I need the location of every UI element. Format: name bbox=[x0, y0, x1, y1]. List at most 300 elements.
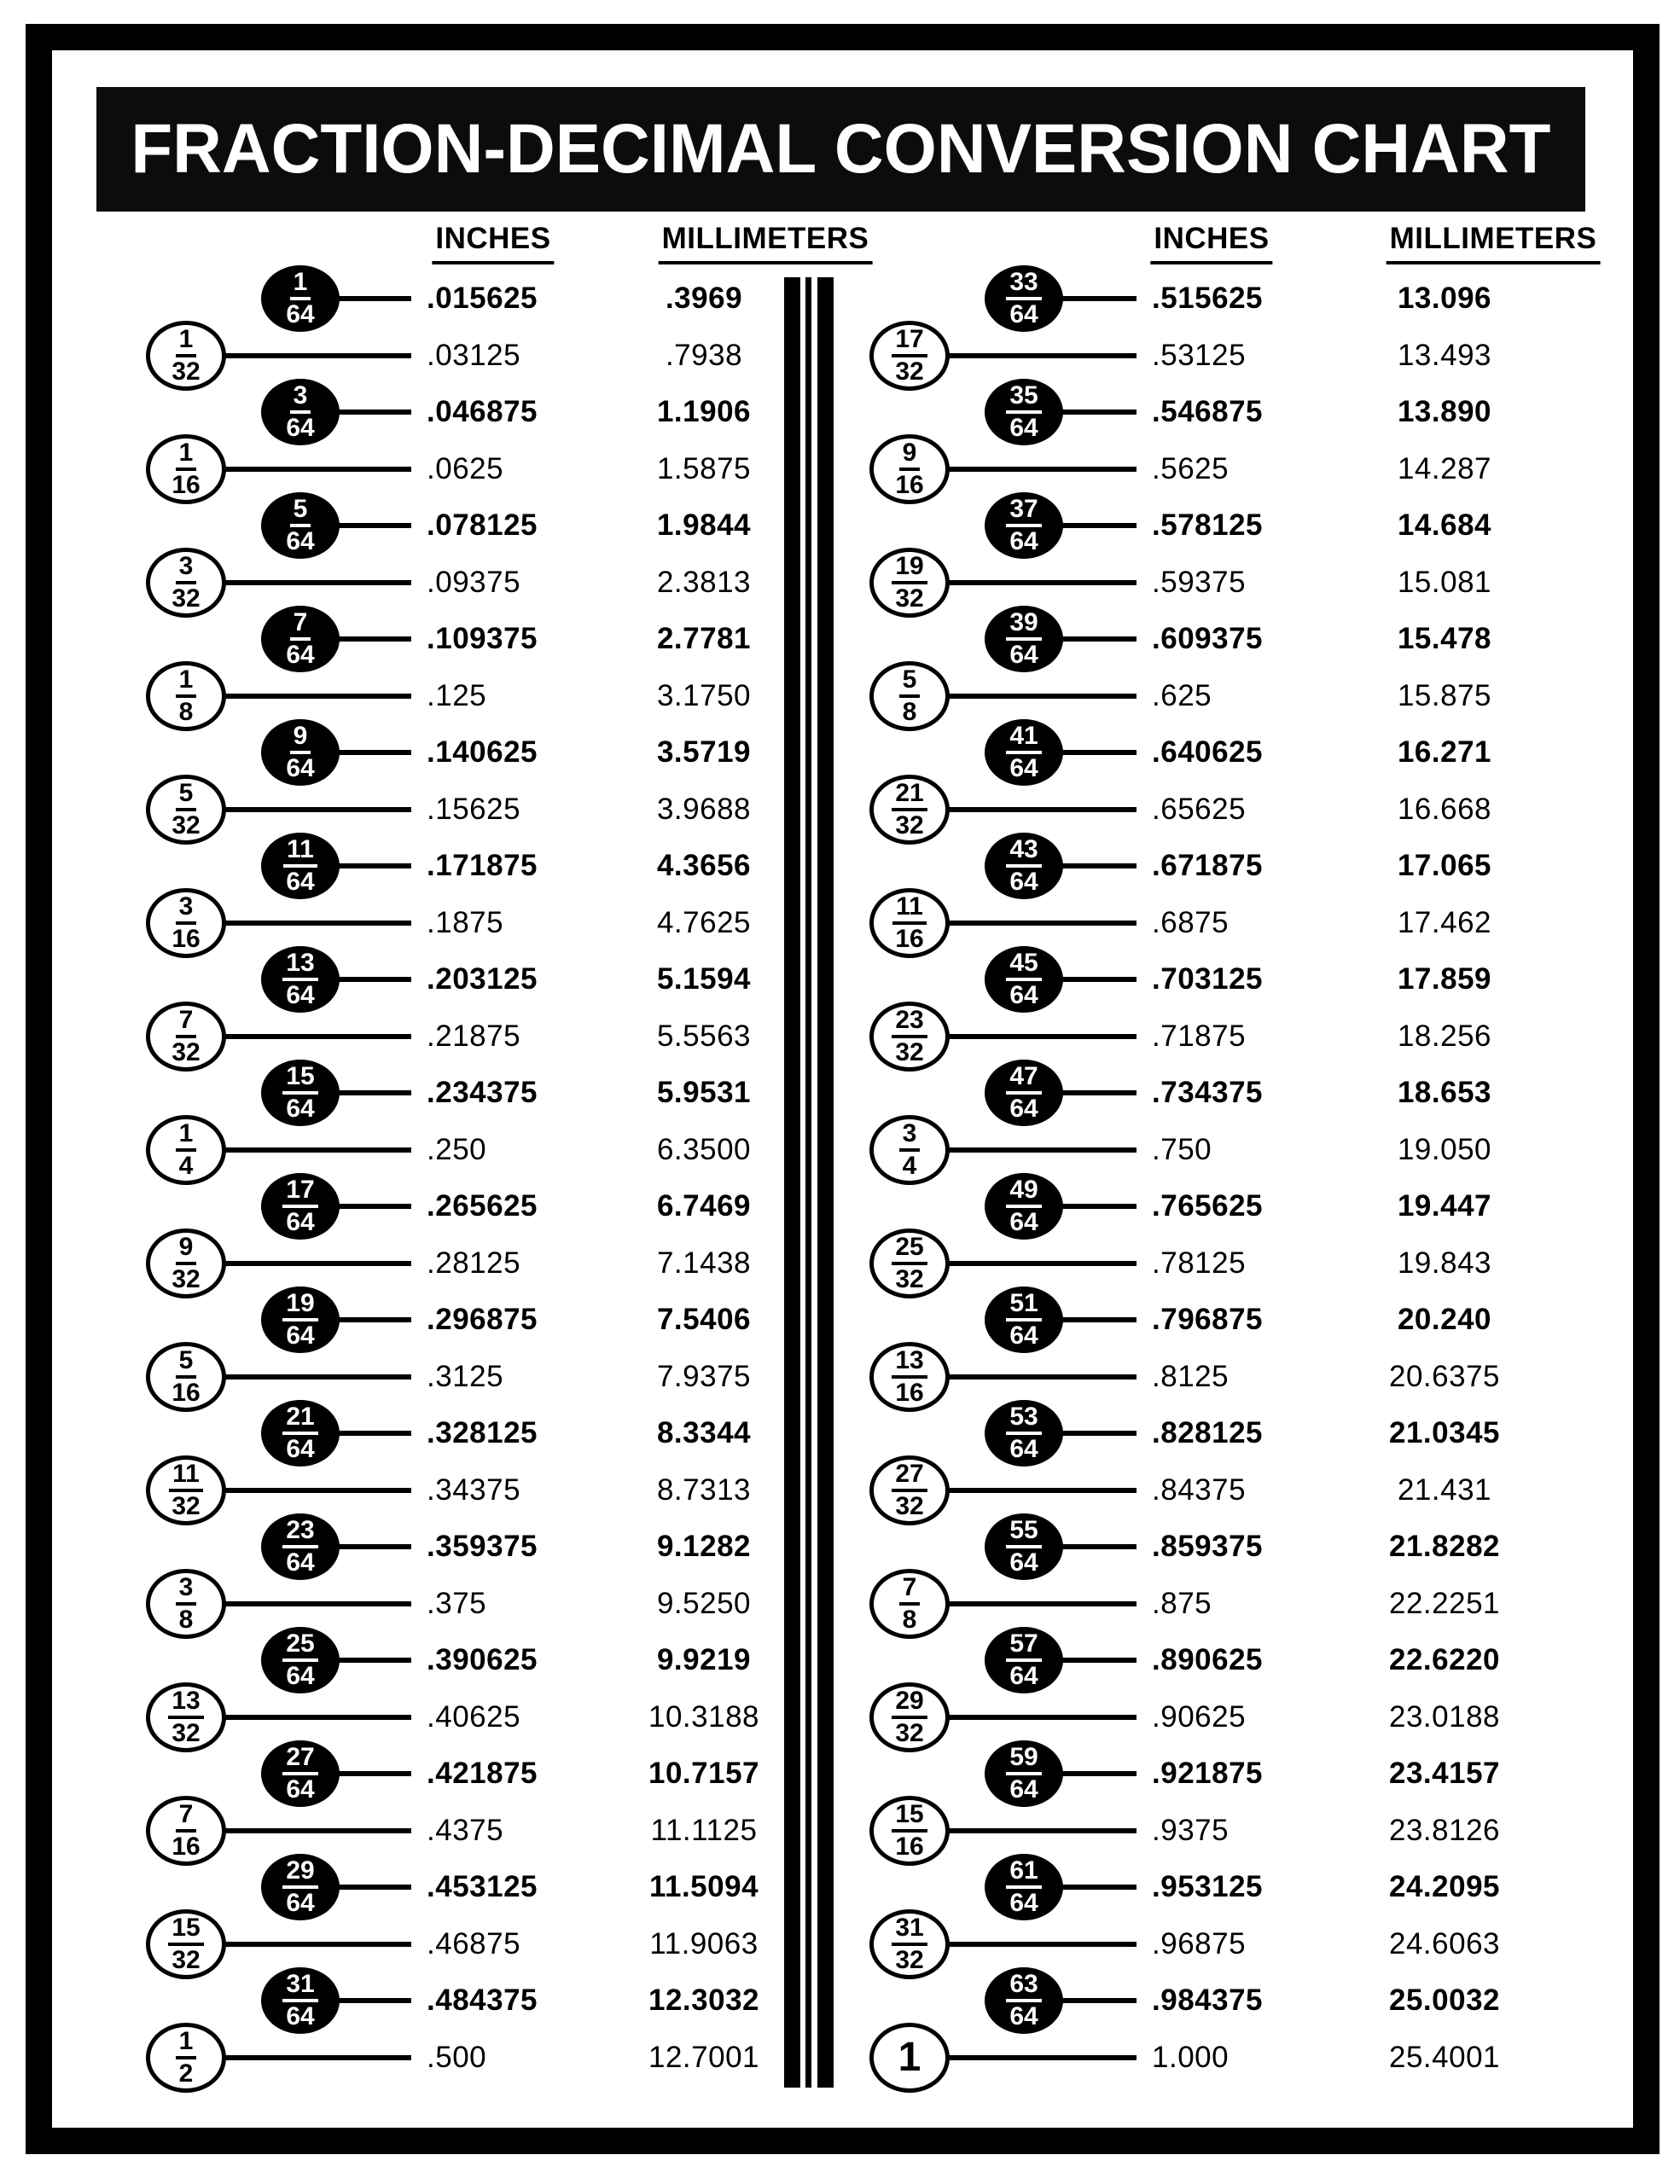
fraction-badge bbox=[985, 1967, 1063, 2034]
inches-value: .234375 bbox=[427, 1076, 538, 1109]
inches-value: .28125 bbox=[427, 1246, 521, 1280]
mm-value: 20.240 bbox=[1397, 1303, 1492, 1336]
mm-value: 24.2095 bbox=[1388, 1870, 1501, 1903]
mm-value: 12.3032 bbox=[648, 1984, 760, 2017]
connector-line bbox=[1060, 977, 1136, 982]
fraction bbox=[892, 778, 927, 839]
fraction bbox=[1006, 950, 1041, 1008]
mm-value: 5.5563 bbox=[656, 1019, 752, 1053]
fraction-numerator: 27 bbox=[282, 1745, 317, 1775]
connector-line bbox=[946, 694, 1136, 699]
fraction-denominator: 32 bbox=[895, 1945, 924, 1974]
fraction bbox=[892, 1461, 927, 1519]
mm-value: 3.9688 bbox=[656, 792, 752, 826]
inches-value: .421875 bbox=[427, 1757, 538, 1790]
table-row bbox=[0, 1799, 1680, 1861]
mm-value: 4.3656 bbox=[656, 849, 752, 882]
fraction-denominator: 32 bbox=[171, 584, 201, 613]
header-millimeters-right: MILLIMETERS bbox=[1386, 222, 1601, 264]
fraction bbox=[1006, 723, 1041, 781]
fraction-numerator: 31 bbox=[282, 1972, 317, 2002]
mm-value: 24.6063 bbox=[1388, 1926, 1501, 1960]
fraction-numerator: 17 bbox=[892, 327, 927, 357]
fraction-badge bbox=[869, 1569, 950, 1639]
mm-value: 2.3813 bbox=[656, 565, 752, 599]
table-row bbox=[0, 1856, 1680, 1917]
fraction-numerator: 13 bbox=[168, 1688, 203, 1719]
inches-value: .250 bbox=[427, 1132, 487, 1166]
fraction bbox=[892, 1234, 927, 1292]
connector-line bbox=[946, 1261, 1136, 1266]
fraction-denominator: 32 bbox=[895, 1491, 924, 1520]
fraction-denominator: 64 bbox=[1009, 1889, 1038, 1917]
fraction-numerator: 17 bbox=[282, 1177, 317, 1208]
fraction-numerator: 9 bbox=[899, 440, 921, 471]
inches-value: .71875 bbox=[1152, 1019, 1247, 1053]
mm-value: 13.890 bbox=[1397, 395, 1492, 428]
fraction-denominator: 32 bbox=[895, 1264, 924, 1293]
fraction-numerator: 15 bbox=[892, 1802, 927, 1833]
fraction-badge bbox=[985, 946, 1063, 1013]
fraction-denominator: 32 bbox=[895, 584, 924, 613]
fraction-numerator: 7 bbox=[176, 1802, 197, 1833]
connector-line bbox=[1060, 1204, 1136, 1209]
connector-line bbox=[946, 1034, 1136, 1039]
fraction bbox=[899, 1118, 921, 1180]
table-row bbox=[0, 1572, 1680, 1634]
inches-value: .703125 bbox=[1152, 962, 1264, 996]
fraction-numerator: 57 bbox=[1006, 1631, 1041, 1662]
fraction bbox=[1006, 1858, 1041, 1916]
fraction-denominator: 16 bbox=[171, 1832, 201, 1861]
fraction-badge bbox=[869, 1115, 950, 1185]
mm-value: 21.0345 bbox=[1388, 1416, 1501, 1449]
mm-value: 25.0032 bbox=[1388, 1984, 1501, 2017]
fraction-denominator: 64 bbox=[286, 1095, 315, 1123]
inches-value: .96875 bbox=[1152, 1926, 1247, 1960]
mm-value: 1.9844 bbox=[656, 508, 752, 542]
fraction-numerator: 29 bbox=[892, 1688, 927, 1719]
inches-value: .125 bbox=[427, 678, 487, 712]
connector-line bbox=[946, 467, 1136, 472]
table-row bbox=[0, 324, 1680, 386]
inches-value: .515625 bbox=[1152, 282, 1264, 315]
table-row bbox=[0, 894, 1680, 951]
fraction-denominator: 64 bbox=[286, 527, 315, 555]
mm-value: 19.447 bbox=[1397, 1189, 1492, 1223]
mm-value: .3969 bbox=[665, 282, 743, 315]
mm-value: 2.7781 bbox=[656, 622, 752, 655]
fraction-numerator: 5 bbox=[290, 497, 311, 527]
fraction-denominator: 8 bbox=[178, 697, 194, 726]
connector-line bbox=[1060, 863, 1136, 868]
inches-value: .46875 bbox=[427, 1926, 521, 1960]
fraction bbox=[1006, 1291, 1041, 1349]
connector-line bbox=[1060, 1090, 1136, 1095]
inches-value: .765625 bbox=[1152, 1189, 1264, 1223]
mm-value: 1.5875 bbox=[656, 451, 752, 485]
mm-value: 12.7001 bbox=[648, 2040, 760, 2074]
fraction-numerator: 31 bbox=[892, 1915, 927, 1946]
mm-value: 5.9531 bbox=[656, 1076, 752, 1109]
fraction-denominator: 64 bbox=[286, 414, 315, 442]
inches-value: .500 bbox=[427, 2040, 487, 2074]
fraction-numerator: 37 bbox=[1006, 497, 1041, 527]
fraction-denominator: 64 bbox=[1009, 1662, 1038, 1690]
fraction-denominator: 32 bbox=[171, 1718, 201, 1747]
inches-value: .140625 bbox=[427, 735, 538, 769]
fraction-numerator: 7 bbox=[899, 1575, 921, 1606]
mm-value: 17.065 bbox=[1397, 849, 1492, 882]
inches-value: .671875 bbox=[1152, 849, 1264, 882]
mm-value: 7.5406 bbox=[656, 1303, 752, 1336]
fraction-numerator: 51 bbox=[1006, 1291, 1041, 1321]
fraction-numerator: 15 bbox=[168, 1915, 203, 1946]
mm-value: 5.1594 bbox=[656, 962, 752, 996]
mm-value: 3.5719 bbox=[656, 735, 752, 769]
inches-value: .6875 bbox=[1152, 905, 1229, 939]
connector-line bbox=[946, 1147, 1136, 1153]
fraction-denominator: 32 bbox=[895, 810, 924, 839]
fraction bbox=[1006, 1745, 1041, 1803]
mm-value: 13.493 bbox=[1397, 338, 1492, 372]
inches-value: .84375 bbox=[1152, 1472, 1247, 1507]
fraction-denominator: 32 bbox=[171, 810, 201, 839]
mm-value: 15.081 bbox=[1397, 565, 1492, 599]
fraction-denominator: 64 bbox=[1009, 981, 1038, 1009]
mm-value: 22.2251 bbox=[1388, 1586, 1501, 1620]
fraction-badge bbox=[985, 1400, 1063, 1467]
fraction-numerator: 39 bbox=[1006, 610, 1041, 641]
fraction bbox=[1006, 610, 1041, 668]
fraction-denominator: 64 bbox=[1009, 1435, 1038, 1463]
fraction-denominator: 32 bbox=[171, 1945, 201, 1974]
fraction-denominator: 64 bbox=[286, 1435, 315, 1463]
fraction bbox=[892, 1005, 927, 1066]
fraction bbox=[1006, 1518, 1041, 1576]
fraction-numerator: 5 bbox=[899, 667, 921, 698]
table-row bbox=[0, 608, 1680, 669]
inches-value: .859375 bbox=[1152, 1530, 1264, 1563]
mm-value: 9.5250 bbox=[656, 1586, 752, 1620]
mm-value: 7.1438 bbox=[656, 1246, 752, 1280]
fraction-numerator: 49 bbox=[1006, 1177, 1041, 1208]
inches-value: .09375 bbox=[427, 565, 521, 599]
fraction-denominator: 64 bbox=[1009, 1775, 1038, 1804]
fraction bbox=[892, 1688, 927, 1746]
mm-value: 3.1750 bbox=[656, 678, 752, 712]
table-row bbox=[0, 667, 1680, 724]
fraction-denominator: 64 bbox=[1009, 1548, 1038, 1577]
fraction-denominator: 32 bbox=[171, 1491, 201, 1520]
mm-value: 23.4157 bbox=[1388, 1757, 1501, 1790]
inches-value: .890625 bbox=[1152, 1643, 1264, 1676]
fraction-numerator: 41 bbox=[1006, 723, 1041, 754]
table-row bbox=[0, 1915, 1680, 1972]
fraction-numerator: 21 bbox=[892, 781, 927, 811]
fraction-denominator: 4 bbox=[902, 1151, 917, 1180]
connector-line bbox=[946, 1715, 1136, 1720]
table-row bbox=[0, 1405, 1680, 1462]
connector-line bbox=[946, 921, 1136, 926]
table-row bbox=[0, 381, 1680, 442]
inches-value: .328125 bbox=[427, 1416, 538, 1449]
fraction-numerator: 11 bbox=[283, 837, 317, 868]
fraction-badge bbox=[985, 1513, 1063, 1580]
page-title: FRACTION-DECIMAL CONVERSION CHART bbox=[131, 110, 1551, 188]
table-row bbox=[0, 778, 1680, 839]
fraction-denominator: 64 bbox=[1009, 641, 1038, 669]
table-row bbox=[0, 835, 1680, 896]
inches-value: .484375 bbox=[427, 1984, 538, 2017]
inches-value: .21875 bbox=[427, 1019, 521, 1053]
fraction-numerator: 21 bbox=[282, 1404, 317, 1435]
fraction-denominator: 16 bbox=[895, 1378, 924, 1407]
fraction-badge bbox=[869, 1342, 950, 1412]
inches-value: 1.000 bbox=[1152, 2040, 1229, 2074]
table-row bbox=[0, 1461, 1680, 1519]
fraction bbox=[892, 324, 927, 386]
connector-line bbox=[1060, 296, 1136, 301]
fraction-numerator: 3 bbox=[290, 383, 311, 414]
fraction-denominator: 16 bbox=[895, 470, 924, 499]
connector-line bbox=[946, 807, 1136, 812]
fraction-numerator: 53 bbox=[1006, 1404, 1041, 1435]
inches-value: .34375 bbox=[427, 1472, 521, 1507]
connector-line bbox=[1060, 1544, 1136, 1549]
connector-line bbox=[946, 353, 1136, 358]
fraction-numerator: 59 bbox=[1006, 1745, 1041, 1775]
fraction-numerator: 11 bbox=[169, 1461, 203, 1492]
mm-value: 7.9375 bbox=[656, 1359, 752, 1393]
mm-value: .7938 bbox=[665, 338, 743, 372]
header-millimeters-left: MILLIMETERS bbox=[659, 222, 873, 264]
fraction bbox=[892, 1799, 927, 1861]
fraction-badge bbox=[985, 1287, 1063, 1353]
connector-line bbox=[1060, 1317, 1136, 1322]
fraction bbox=[892, 1915, 927, 1973]
fraction bbox=[1006, 1177, 1041, 1235]
fraction bbox=[1006, 1631, 1041, 1689]
header-inches-right: INCHES bbox=[1150, 222, 1272, 264]
connector-line bbox=[946, 1942, 1136, 1947]
mm-value: 16.271 bbox=[1397, 735, 1492, 769]
mm-value: 18.256 bbox=[1397, 1019, 1492, 1053]
mm-value: 9.1282 bbox=[656, 1530, 752, 1563]
fraction-badge bbox=[869, 888, 950, 958]
mm-value: 21.8282 bbox=[1388, 1530, 1501, 1563]
fraction-badge bbox=[869, 321, 950, 391]
table-row bbox=[0, 1062, 1680, 1123]
inches-value: .015625 bbox=[427, 282, 538, 315]
fraction-numerator: 13 bbox=[892, 1348, 927, 1379]
fraction-numerator: 23 bbox=[282, 1518, 317, 1548]
inches-value: .359375 bbox=[427, 1530, 538, 1563]
fraction-denominator: 16 bbox=[171, 1378, 201, 1407]
fraction-numerator: 11 bbox=[892, 894, 927, 925]
fraction-numerator: 7 bbox=[290, 610, 311, 641]
fraction-numerator: 29 bbox=[282, 1858, 317, 1889]
mm-value: 13.096 bbox=[1397, 282, 1492, 315]
inches-value: .625 bbox=[1152, 678, 1212, 712]
fraction-numerator: 27 bbox=[892, 1461, 927, 1492]
fraction-numerator: 9 bbox=[176, 1234, 197, 1265]
fraction-denominator: 64 bbox=[1009, 414, 1038, 442]
fraction bbox=[899, 667, 921, 725]
mm-value: 19.843 bbox=[1397, 1246, 1492, 1280]
mm-value: 22.6220 bbox=[1388, 1643, 1501, 1676]
table-row bbox=[0, 1688, 1680, 1745]
fraction-denominator: 64 bbox=[286, 1889, 315, 1917]
fraction-badge bbox=[869, 2023, 950, 2093]
fraction-whole-number: 1 bbox=[898, 2034, 921, 2080]
inches-value: .8125 bbox=[1152, 1359, 1229, 1393]
connector-line bbox=[1060, 636, 1136, 642]
fraction-numerator: 13 bbox=[282, 950, 317, 981]
fraction-badge bbox=[869, 1002, 950, 1072]
fraction-badge bbox=[869, 548, 950, 618]
fraction-denominator: 16 bbox=[895, 1832, 924, 1861]
fraction-badge bbox=[985, 379, 1063, 445]
mm-value: 6.3500 bbox=[656, 1132, 752, 1166]
fraction-numerator: 19 bbox=[282, 1291, 317, 1321]
fraction-numerator: 1 bbox=[176, 667, 197, 698]
mm-value: 18.653 bbox=[1397, 1076, 1492, 1109]
fraction-numerator: 1 bbox=[176, 2029, 197, 2059]
fraction bbox=[1006, 497, 1041, 555]
fraction-denominator: 2 bbox=[178, 2059, 194, 2088]
inches-value: .296875 bbox=[427, 1303, 538, 1336]
inches-value: .40625 bbox=[427, 1699, 521, 1734]
fraction-denominator: 64 bbox=[1009, 527, 1038, 555]
fraction-numerator: 3 bbox=[176, 894, 197, 925]
mm-value: 15.875 bbox=[1397, 678, 1492, 712]
fraction-badge bbox=[869, 775, 950, 845]
fraction-denominator: 64 bbox=[286, 981, 315, 1009]
connector-line bbox=[1060, 750, 1136, 755]
fraction-badge bbox=[869, 1682, 950, 1752]
fraction-numerator: 3 bbox=[176, 1575, 197, 1606]
mm-value: 21.431 bbox=[1397, 1472, 1492, 1507]
mm-value: 25.4001 bbox=[1388, 2040, 1501, 2074]
mm-value: 8.7313 bbox=[656, 1472, 752, 1507]
fraction bbox=[892, 894, 927, 952]
table-row bbox=[0, 1745, 1680, 1803]
fraction-denominator: 64 bbox=[286, 1775, 315, 1804]
fraction bbox=[892, 551, 927, 613]
connector-line bbox=[946, 1601, 1136, 1606]
fraction-denominator: 64 bbox=[1009, 754, 1038, 782]
fraction-denominator: 64 bbox=[286, 754, 315, 782]
inches-value: .171875 bbox=[427, 849, 538, 882]
connector-line bbox=[1060, 1998, 1136, 2003]
fraction bbox=[1006, 837, 1041, 895]
connector-line bbox=[946, 1488, 1136, 1493]
inches-value: .59375 bbox=[1152, 565, 1247, 599]
fraction-numerator: 63 bbox=[1006, 1972, 1041, 2002]
inches-value: .546875 bbox=[1152, 395, 1264, 428]
fraction-numerator: 1 bbox=[176, 440, 197, 471]
fraction-denominator: 64 bbox=[1009, 868, 1038, 896]
fraction-numerator: 15 bbox=[282, 1064, 317, 1095]
fraction-badge bbox=[869, 1909, 950, 1979]
inches-value: .265625 bbox=[427, 1189, 538, 1223]
inches-value: .796875 bbox=[1152, 1303, 1264, 1336]
inches-value: .750 bbox=[1152, 1132, 1212, 1166]
fraction-denominator: 32 bbox=[895, 1718, 924, 1747]
fraction-denominator: 64 bbox=[286, 868, 315, 896]
connector-line bbox=[946, 1374, 1136, 1380]
inches-value: .4375 bbox=[427, 1813, 504, 1847]
mm-value: 17.462 bbox=[1397, 905, 1492, 939]
inches-value: .875 bbox=[1152, 1586, 1212, 1620]
table-row bbox=[0, 1234, 1680, 1292]
inches-value: .578125 bbox=[1152, 508, 1264, 542]
fraction-numerator: 43 bbox=[1006, 837, 1041, 868]
fraction-badge bbox=[985, 1060, 1063, 1126]
table-row bbox=[0, 1516, 1680, 1577]
fraction-numerator: 19 bbox=[892, 554, 927, 584]
connector-line bbox=[1060, 410, 1136, 415]
inches-value: .453125 bbox=[427, 1870, 538, 1903]
fraction-denominator: 16 bbox=[171, 924, 201, 953]
fraction-denominator: 64 bbox=[286, 300, 315, 328]
mm-value: 17.859 bbox=[1397, 962, 1492, 996]
fraction-denominator: 64 bbox=[1009, 2002, 1038, 2030]
fraction-denominator: 64 bbox=[286, 1662, 315, 1690]
inches-value: .609375 bbox=[1152, 622, 1264, 655]
fraction-badge bbox=[985, 1740, 1063, 1807]
connector-line bbox=[1060, 1885, 1136, 1890]
inches-value: .390625 bbox=[427, 1643, 538, 1676]
mm-value: 16.668 bbox=[1397, 792, 1492, 826]
fraction-numerator: 23 bbox=[892, 1008, 927, 1038]
fraction-numerator: 3 bbox=[899, 1121, 921, 1152]
inches-value: .0625 bbox=[427, 451, 504, 485]
table-row bbox=[0, 270, 1680, 328]
connector-line bbox=[1060, 1431, 1136, 1436]
inches-value: .65625 bbox=[1152, 792, 1247, 826]
fraction-badge bbox=[869, 1796, 950, 1866]
table-row bbox=[0, 1629, 1680, 1690]
inches-value: .15625 bbox=[427, 792, 521, 826]
fraction-denominator: 32 bbox=[171, 1264, 201, 1293]
fraction bbox=[1006, 383, 1041, 441]
mm-value: 19.050 bbox=[1397, 1132, 1492, 1166]
fraction-denominator: 16 bbox=[895, 924, 924, 953]
fraction-denominator: 64 bbox=[286, 1321, 315, 1350]
fraction-numerator: 55 bbox=[1006, 1518, 1041, 1548]
fraction bbox=[895, 440, 923, 498]
table-row bbox=[0, 1005, 1680, 1066]
inches-value: .078125 bbox=[427, 508, 538, 542]
inches-value: .90625 bbox=[1152, 1699, 1247, 1734]
fraction-denominator: 8 bbox=[902, 697, 917, 726]
fraction-denominator: 32 bbox=[171, 357, 201, 386]
fraction-numerator: 61 bbox=[1006, 1858, 1041, 1889]
fraction bbox=[899, 1572, 921, 1634]
table-row bbox=[0, 1118, 1680, 1180]
mm-value: 10.7157 bbox=[648, 1757, 760, 1790]
fraction-badge bbox=[869, 1228, 950, 1298]
fraction-numerator: 1 bbox=[176, 1121, 197, 1152]
fraction-numerator: 9 bbox=[290, 723, 311, 754]
inches-value: .953125 bbox=[1152, 1870, 1264, 1903]
fraction-denominator: 64 bbox=[1009, 1321, 1038, 1350]
table-row bbox=[0, 1345, 1680, 1407]
inches-value: .375 bbox=[427, 1586, 487, 1620]
fraction bbox=[1006, 1064, 1041, 1122]
